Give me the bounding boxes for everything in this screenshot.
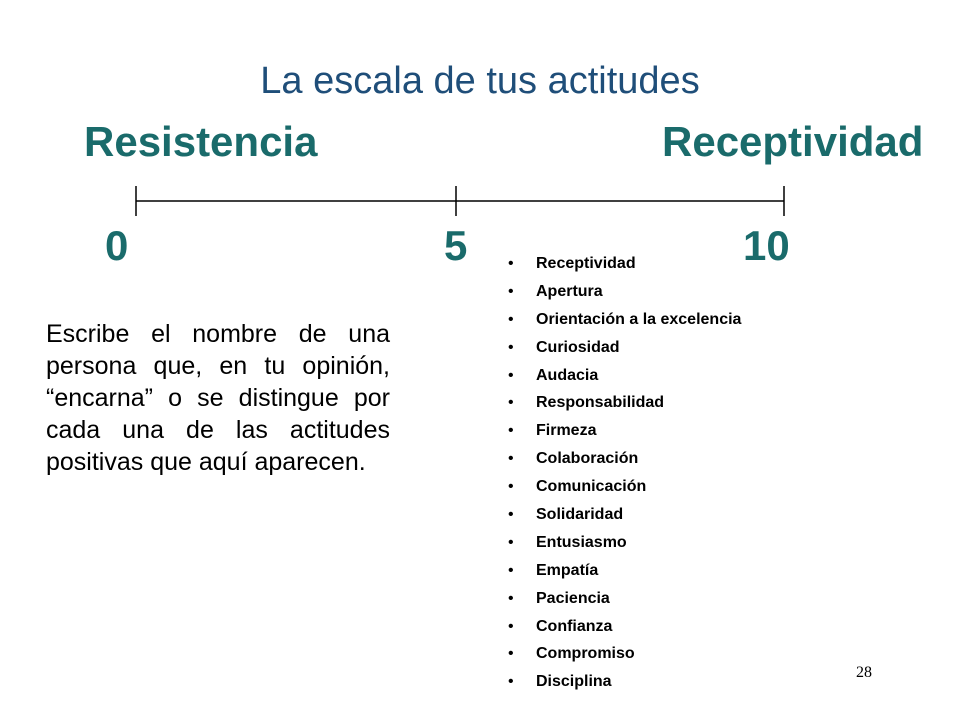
attitude-list-item [508, 613, 741, 641]
bullet-icon: • [508, 282, 514, 300]
scale-right-label: Receptividad [662, 118, 924, 165]
attitude-label: Compromiso [536, 645, 635, 663]
bullet-icon: • [508, 310, 514, 328]
attitude-list-item [508, 473, 741, 501]
attitude-label: Empatía [536, 561, 599, 579]
attitude-label: Audacia [536, 366, 599, 384]
bullet-icon: • [508, 450, 514, 468]
attitude-label: Entusiasmo [536, 533, 627, 551]
slide-title: La escala de tus actitudes [260, 60, 700, 102]
instruction-text: Escribe el nombre de una persona que, en tu opinión, “encarna” o se distingue por cada una de las actitudes positivas que aquí aparecen. [46, 320, 390, 476]
attitude-list-item [508, 501, 741, 529]
attitude-label: Solidaridad [536, 506, 624, 524]
bullet-icon: • [508, 255, 514, 272]
bullet-icon: • [508, 673, 514, 691]
attitude-label: Colaboración [536, 450, 639, 468]
attitude-label: Firmeza [536, 422, 597, 440]
attitude-label: Comunicación [536, 478, 647, 496]
attitude-list-item [508, 417, 741, 445]
attitude-label: Apertura [536, 282, 603, 300]
attitude-list-item [508, 389, 741, 417]
attitude-label: Paciencia [536, 589, 610, 607]
bullet-icon: • [508, 645, 514, 663]
attitude-list-item [508, 250, 741, 278]
bullet-icon: • [508, 533, 514, 551]
attitude-list-item [508, 585, 741, 613]
attitude-label: Orientación a la excelencia [536, 310, 742, 328]
attitude-label: Disciplina [536, 673, 612, 691]
bullet-icon: • [508, 338, 514, 356]
bullet-icon: • [508, 589, 514, 607]
attitude-list-item [508, 362, 741, 390]
attitude-list-item [508, 278, 741, 306]
attitude-list [508, 250, 741, 696]
attitude-list-item [508, 668, 741, 696]
bullet-icon: • [508, 617, 514, 635]
attitude-list-item [508, 557, 741, 585]
scale-number-10: 10 [743, 222, 790, 269]
bullet-icon: • [508, 366, 514, 384]
page-number: 28 [856, 664, 872, 681]
attitude-list-item [508, 445, 741, 473]
attitude-label: Confianza [536, 617, 613, 635]
attitude-list-item [508, 529, 741, 557]
bullet-icon: • [508, 422, 514, 440]
attitude-list-item [508, 306, 741, 334]
scale-left-label: Resistencia [84, 118, 318, 165]
scale-number-0: 0 [105, 222, 129, 269]
attitude-label: Receptividad [536, 255, 636, 272]
bullet-icon: • [508, 394, 514, 412]
attitude-list-item [508, 640, 741, 668]
bullet-icon: • [508, 506, 514, 524]
scale-number-5: 5 [444, 222, 468, 269]
attitude-list-item [508, 334, 741, 362]
attitude-label: Responsabilidad [536, 394, 665, 412]
bullet-icon: • [508, 478, 514, 496]
attitude-label: Curiosidad [536, 338, 620, 356]
bullet-icon: • [508, 561, 514, 579]
